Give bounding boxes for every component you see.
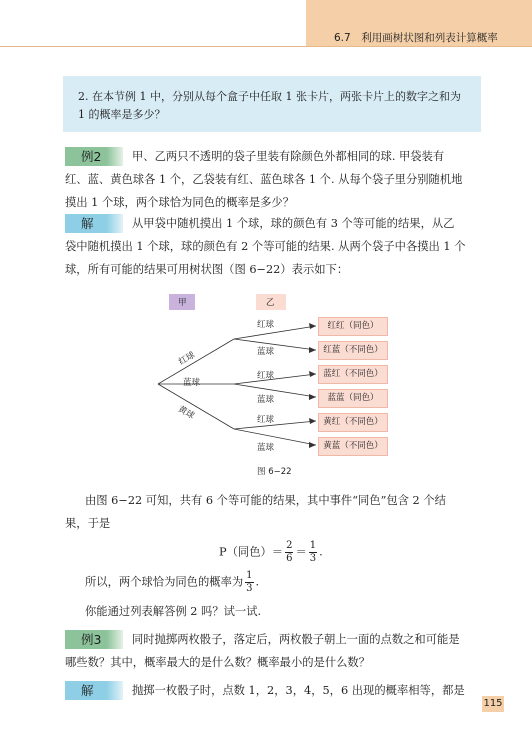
try-it-text: 你能通过列表解答例 2 吗？试一试. [85,605,262,618]
tree-second-3: 红球 [257,371,275,381]
tree-first-red: 红球 [177,350,197,368]
tree-first-blue: 蓝球 [183,378,201,388]
tree-column-a-label: 甲 [169,294,195,310]
outcome-box: 蓝蓝（同色） [318,389,388,408]
example2-line-2: 红、蓝、黄色球各 1 个，乙袋装有红、蓝色球各 1 个. 从每个袋子里分别随机地 [65,173,463,186]
solution3-line-1: 抛掷一枚骰子时，点数 1，2，3，4，5，6 出现的概率相等，都是 [132,684,465,697]
conclusion-so: 所以，两个球恰为同色的概率为 $\frac{1}{3}$ . [85,570,260,594]
solution2-line-2: 袋中随机摸出 1 个球，球的颜色有 2 个等可能的结果. 从两个袋子中各摸出 1 个 [65,240,466,253]
probability-formula: P（同色）＝ $\frac{2}{6}$ ＝ $\frac{1}{3}$ . [219,540,323,564]
outcome-box: 蓝红（不同色） [318,365,388,384]
page-number: 115 [482,696,504,712]
figure-caption: 图 6−22 [257,467,292,477]
tree-first-yellow: 黄球 [176,404,196,422]
tree-second-4: 蓝球 [257,395,275,405]
section-title: 6.7 利用画树状图和列表计算概率 [334,32,498,44]
tree-second-2: 蓝球 [257,347,275,357]
example2-line-3: 摸出 1 个球，两个球恰为同色的概率是多少？ [65,196,295,209]
solution2-line-3: 球，所有可能的结果可用树状图（图 6−22）表示如下： [65,263,349,276]
conclusion-line-1: 由图 6−22 可知，共有 6 个等可能的结果，其中事件“同色”包含 2 个结 [85,494,446,507]
solution2-line-1: 从甲袋中随机摸出 1 个球，球的颜色有 3 个等可能的结果，从乙 [132,217,455,230]
example2-tag: 例2 [65,147,123,166]
tree-second-1: 红球 [257,320,275,330]
example3-tag: 例3 [65,630,123,649]
conclusion-line-2: 果，于是 [65,517,111,530]
outcome-box: 红红（同色） [318,317,388,336]
example3-line-1: 同时抛掷两枚骰子，落定后，两枚骰子朝上一面的点数之和可能是 [132,633,460,646]
outcome-box: 红蓝（不同色） [318,341,388,360]
solution3-tag: 解 [65,681,123,700]
solution2-tag: 解 [65,214,123,233]
tree-column-b-label: 乙 [256,294,286,310]
outcome-box: 黄蓝（不同色） [318,437,388,456]
tree-second-5: 红球 [257,415,275,425]
example2-line-1: 甲、乙两只不透明的袋子里装有除颜色外都相同的球. 甲袋装有 [132,150,445,163]
exercise-text: 2. 在本节例 1 中，分别从每个盒子中任取 1 张卡片，两张卡片上的数字之和为 1 的概率是多少？ [78,90,461,121]
outcome-box: 黄红（不同色） [318,413,388,432]
tree-second-6: 蓝球 [257,443,275,453]
example3-line-2: 哪些数？其中，概率最大的是什么数？概率最小的是什么数？ [65,656,371,669]
